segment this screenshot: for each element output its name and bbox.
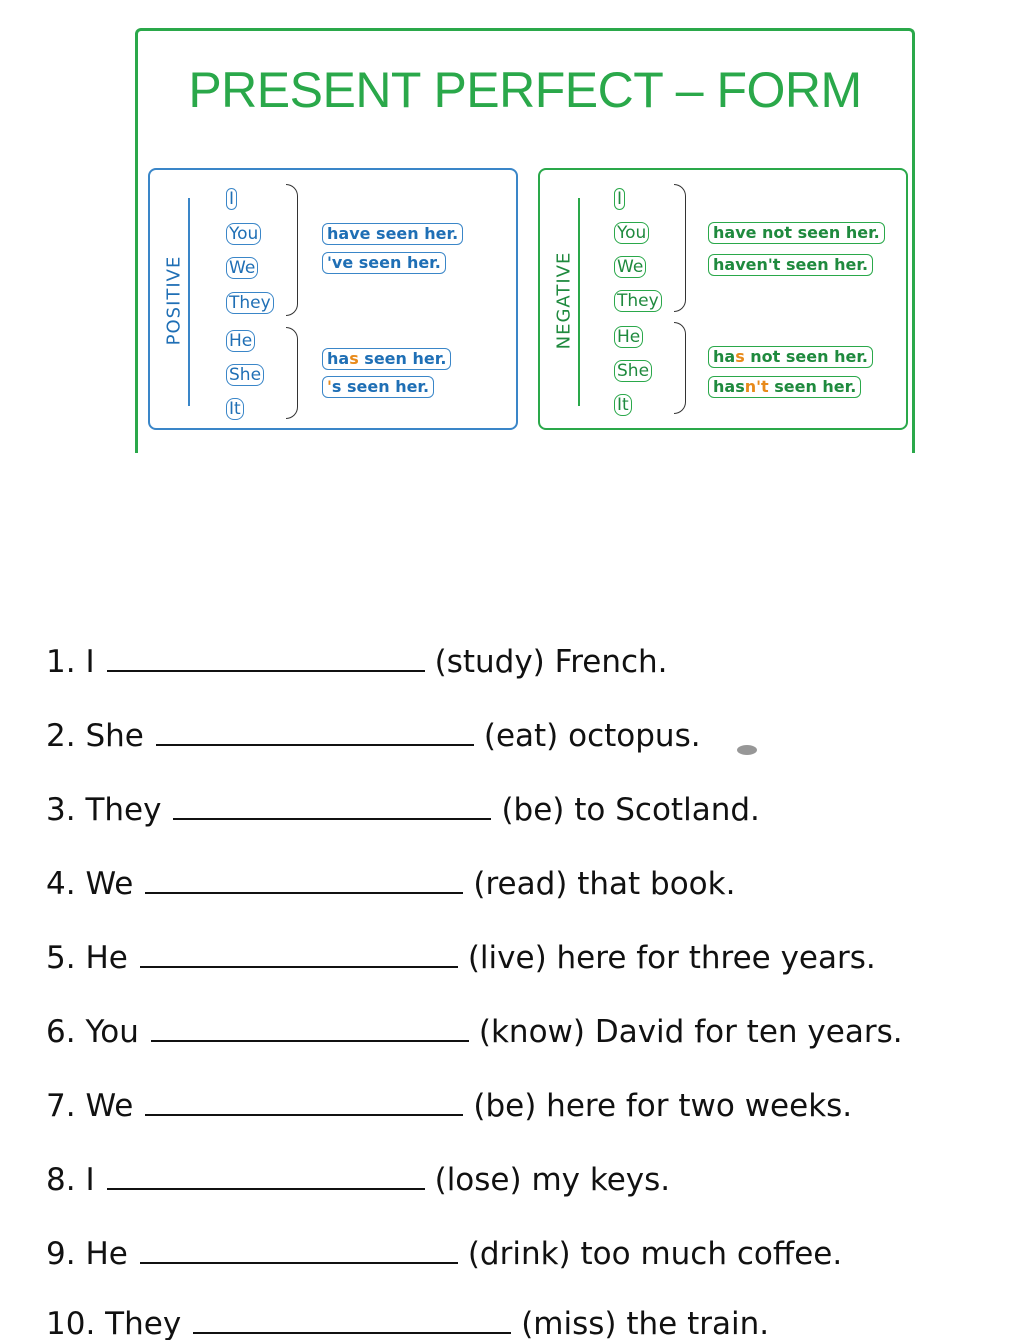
answer-blank[interactable] — [173, 818, 491, 820]
exercise-verb: (lose) — [434, 1162, 522, 1198]
answer-blank[interactable] — [140, 1262, 458, 1264]
exercise-verb: (be) — [473, 1088, 537, 1124]
pronoun-you: You — [614, 222, 649, 244]
exercise-1 — [46, 644, 668, 680]
exercise-verb: (live) — [467, 940, 547, 976]
exercise-subject: I — [85, 1162, 95, 1198]
negative-label: NEGATIVE — [553, 251, 575, 349]
pronoun-they: They — [614, 290, 662, 312]
form-has-not: has not seen her. — [708, 346, 873, 368]
pronoun-we: We — [614, 256, 646, 278]
exercise-4 — [46, 866, 735, 902]
form-has: has seen her. — [322, 348, 451, 370]
exercise-number: 4. — [46, 866, 76, 902]
exercise-verb: (miss) — [521, 1306, 617, 1340]
exercise-rest: French. — [554, 644, 668, 680]
exercise-number: 6. — [46, 1014, 76, 1050]
pronoun-i: I — [226, 188, 237, 210]
answer-blank[interactable] — [156, 744, 474, 746]
exercise-verb: (be) — [501, 792, 565, 828]
pronoun-she: She — [614, 360, 652, 382]
pronoun-they: They — [226, 292, 274, 314]
answer-blank[interactable] — [151, 1040, 469, 1042]
exercise-rest: David for ten years. — [594, 1014, 903, 1050]
positive-label: POSITIVE — [163, 255, 185, 345]
brace — [286, 184, 298, 316]
grammar-card — [135, 28, 915, 453]
brace — [286, 327, 298, 419]
exercise-verb: (read) — [473, 866, 568, 902]
exercise-subject: He — [85, 940, 128, 976]
exercise-subject: She — [85, 718, 144, 754]
exercise-2 — [46, 718, 701, 754]
positive-rule — [188, 198, 190, 406]
exercise-5 — [46, 940, 876, 976]
brace — [674, 322, 686, 414]
exercise-rest: to Scotland. — [574, 792, 760, 828]
exercise-9 — [46, 1236, 842, 1272]
exercise-verb: (eat) — [483, 718, 559, 754]
form-havent: haven't seen her. — [708, 254, 873, 276]
form-s: 's seen her. — [322, 376, 434, 398]
exercise-rest: my keys. — [531, 1162, 671, 1198]
exercise-rest: here for two weeks. — [546, 1088, 853, 1124]
exercise-verb: (study) — [434, 644, 545, 680]
negative-panel — [538, 168, 908, 430]
exercise-subject: I — [85, 644, 95, 680]
positive-panel — [148, 168, 518, 430]
exercise-subject: We — [85, 866, 134, 902]
pronoun-he: He — [226, 330, 255, 352]
exercise-rest: octopus. — [568, 718, 701, 754]
exercise-subject: They — [85, 792, 162, 828]
pronoun-he: He — [614, 326, 643, 348]
pronoun-i: I — [614, 188, 625, 210]
exercise-number: 7. — [46, 1088, 76, 1124]
exercise-number: 10. — [46, 1306, 96, 1340]
exercise-rest: too much coffee. — [580, 1236, 843, 1272]
card-title: PRESENT PERFECT – FORM — [188, 62, 862, 118]
exercise-number: 8. — [46, 1162, 76, 1198]
exercise-3 — [46, 792, 760, 828]
exercise-rest: the train. — [626, 1306, 770, 1340]
exercise-10 — [46, 1306, 769, 1340]
exercise-verb: (drink) — [467, 1236, 571, 1272]
form-have: have seen her. — [322, 223, 463, 245]
exercise-subject: He — [85, 1236, 128, 1272]
pronoun-she: She — [226, 364, 264, 386]
form-have-not: have not seen her. — [708, 222, 885, 244]
exercise-number: 3. — [46, 792, 76, 828]
ink-smudge — [737, 745, 757, 755]
exercise-number: 5. — [46, 940, 76, 976]
exercise-6 — [46, 1014, 903, 1050]
answer-blank[interactable] — [107, 670, 425, 672]
exercise-number: 9. — [46, 1236, 76, 1272]
exercise-rest: that book. — [577, 866, 736, 902]
answer-blank[interactable] — [140, 966, 458, 968]
exercise-8 — [46, 1162, 670, 1198]
exercise-subject: You — [85, 1014, 139, 1050]
answer-blank[interactable] — [145, 892, 463, 894]
form-hasnt: hasn't seen her. — [708, 376, 861, 398]
answer-blank[interactable] — [107, 1188, 425, 1190]
brace — [674, 184, 686, 312]
exercise-verb: (know) — [478, 1014, 585, 1050]
pronoun-it: It — [614, 394, 632, 416]
negative-rule — [578, 198, 580, 406]
answer-blank[interactable] — [145, 1114, 463, 1116]
form-ve: 've seen her. — [322, 252, 446, 274]
exercise-7 — [46, 1088, 852, 1124]
pronoun-we: We — [226, 257, 258, 279]
exercise-subject: They — [105, 1306, 182, 1340]
exercise-number: 2. — [46, 718, 76, 754]
exercise-subject: We — [85, 1088, 134, 1124]
exercise-number: 1. — [46, 644, 76, 680]
pronoun-it: It — [226, 398, 244, 420]
answer-blank[interactable] — [193, 1332, 511, 1334]
exercise-rest: here for three years. — [556, 940, 876, 976]
pronoun-you: You — [226, 223, 261, 245]
